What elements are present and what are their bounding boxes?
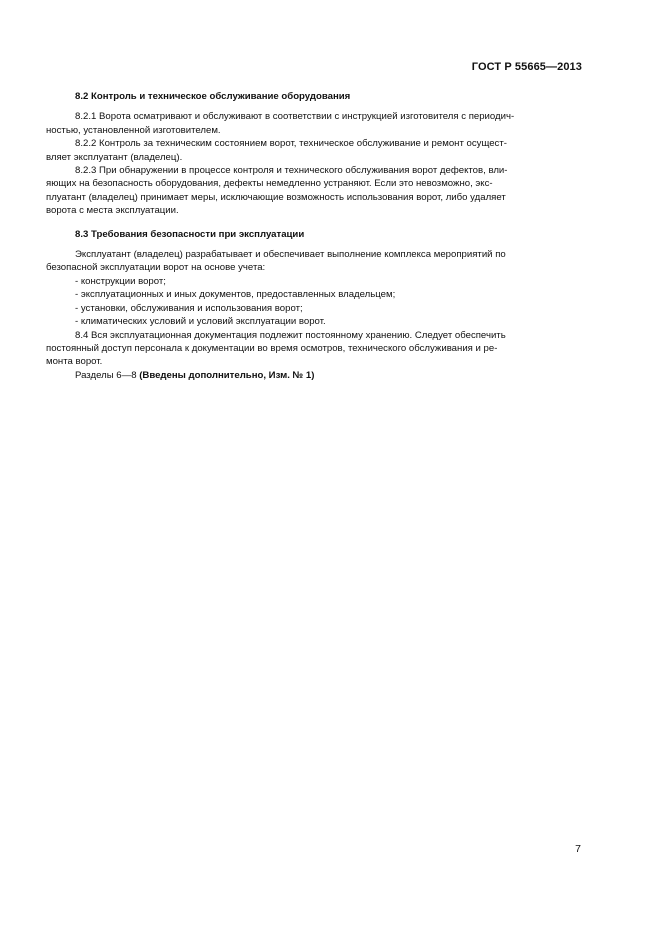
list-item: - установки, обслуживания и использования ворот;: [75, 302, 303, 314]
paragraph-line: безопасной эксплуатации ворот на основе учета:: [46, 262, 266, 274]
paragraph-line: плуатант (владелец) принимает меры, исключающие возможность использования ворот, либо удаляет: [46, 191, 506, 203]
section-title-8-2: 8.2 Контроль и техническое обслуживание оборудования: [75, 91, 351, 102]
paragraph-line: монта ворот.: [46, 356, 103, 368]
paragraph-line: Эксплуатант (владелец) разрабатывает и обеспечивает выполнение комплекса мероприятий по: [75, 249, 506, 261]
factor-list: [46, 275, 582, 329]
paragraph-line: яющих на безопасность оборудования, дефекты немедленно устраняют. Если это невозможно, экс-: [46, 178, 493, 190]
paragraph-line: вляет эксплуатант (владелец).: [46, 151, 183, 163]
list-item: - климатических условий и условий эксплуатации ворот.: [75, 316, 326, 328]
amendment-note: [46, 369, 582, 382]
section-title-8-3: 8.3 Требования безопасности при эксплуатации: [75, 228, 305, 240]
list-item: - конструкции ворот;: [75, 275, 166, 287]
paragraph-8-2-2: [46, 137, 582, 164]
paragraph-8-4: [46, 329, 582, 369]
paragraph-line: постоянный доступ персонала к документации во время осмотров, технического обслуживания и ре-: [46, 342, 498, 354]
paragraph-line: 8.2.2 Контроль за техническим состоянием ворот, техническое обслуживание и ремонт осущест-: [75, 138, 507, 150]
paragraph-line: ворота с места эксплуатации.: [46, 205, 179, 217]
paragraph-line: 8.2.3 При обнаружении в процессе контроля и технического обслуживания ворот дефектов, вли-: [75, 165, 508, 177]
paragraph-8-2-1: [46, 110, 582, 137]
document-body: [46, 90, 582, 382]
amendment-note-prefix: Разделы 6—8: [75, 369, 140, 381]
page-number: 7: [575, 843, 581, 855]
paragraph-8-2-3: [46, 164, 582, 218]
paragraph-line: 8.2.1 Ворота осматривают и обслуживают в соответствии с инструкцией изготовителя с периодич-: [75, 111, 515, 123]
paragraph-line: 8.4 Вся эксплуатационная документация подлежит постоянному хранению. Следует обеспечить: [75, 329, 506, 341]
list-item: - эксплуатационных и иных документов, предоставленных владельцем;: [75, 289, 396, 301]
paragraph-line: ностью, установленной изготовителем.: [46, 124, 221, 136]
document-code-header: ГОСТ Р 55665—2013: [471, 61, 582, 73]
paragraph-8-3-intro: [46, 248, 582, 275]
amendment-note-bold: (Введены дополнительно, Изм. № 1): [139, 369, 315, 381]
